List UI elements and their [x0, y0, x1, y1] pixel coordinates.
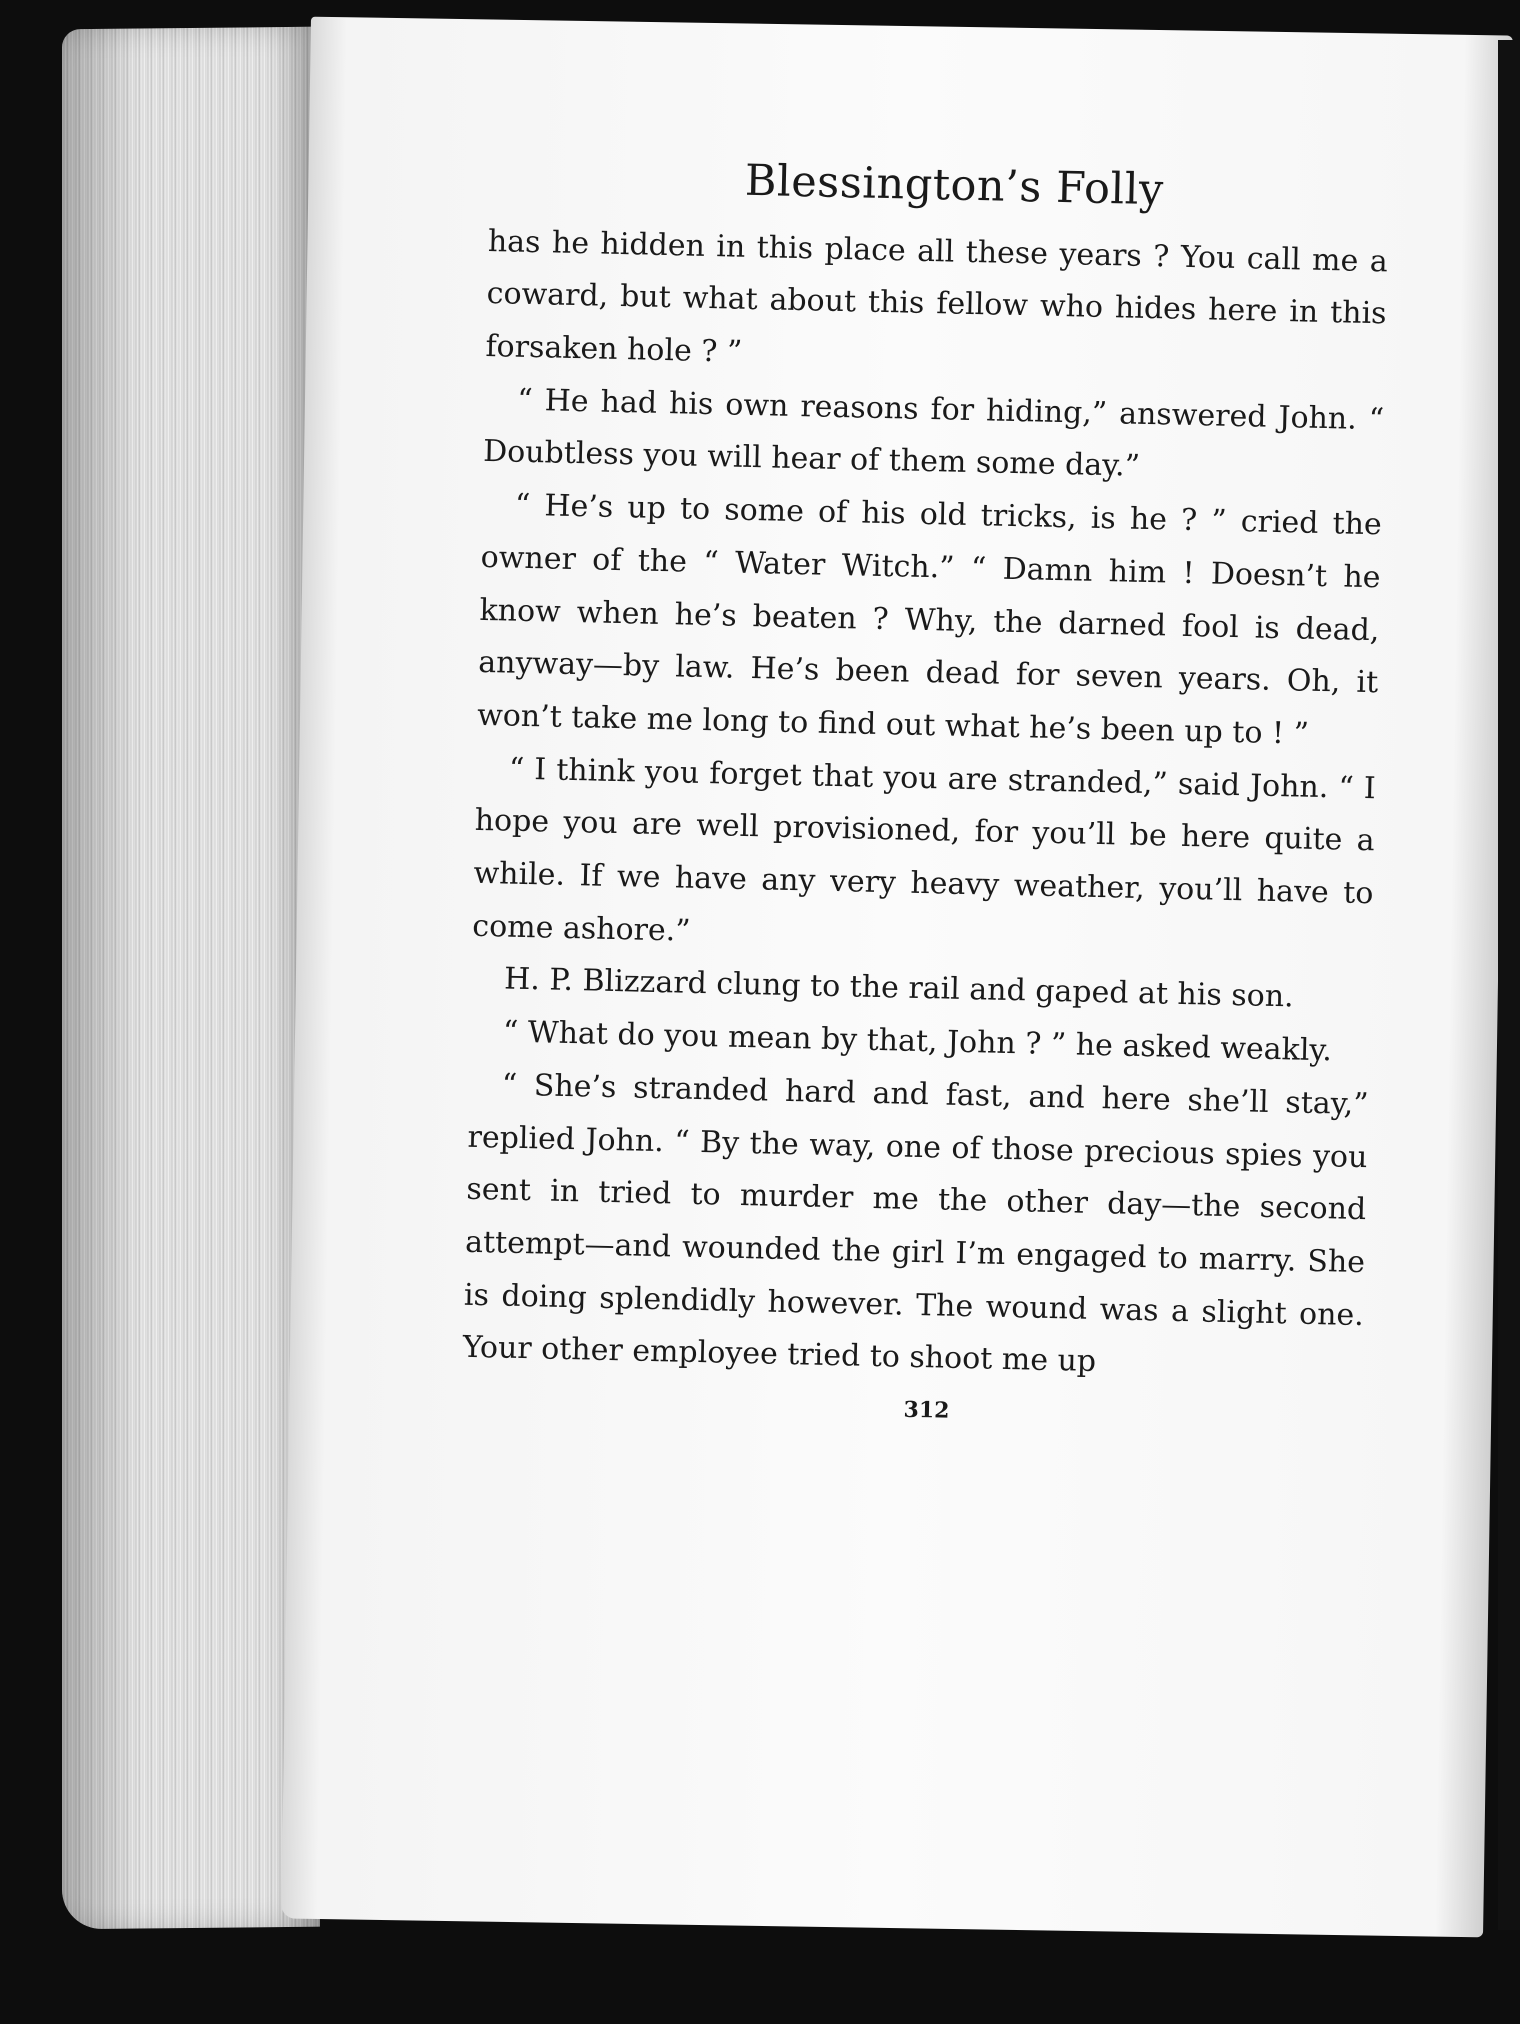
paragraph: “ What do you mean by that, John ? ” he asked weakly. — [502, 1014, 1333, 1069]
paragraph: “ He had his own reasons for hiding,” answered John. “ Doubtless you will hear of them some day.” — [482, 382, 1385, 485]
running-head: Blessington’s Folly — [744, 155, 1165, 216]
paragraph: has he hidden in this place all these years ? You call me a coward, but what about this fellow who hides here in this forsaken hole ? ” — [485, 223, 1389, 370]
paragraph: “ She’s stranded hard and fast, and here she’ll stay,” replied John. “ By the way, one of those precious spies you sent in tried to murder me the other day—the second attempt—and wounded the girl I’m engaged to marry. She is doing splendidly however. The wound was a slight one. Your other employee tried to shoot me up — [462, 1067, 1369, 1380]
page-edges-shadow — [62, 27, 320, 1930]
body-text — [462, 216, 1388, 1396]
paragraph: “ He’s up to some of his old tricks, is he ? ” cried the owner of the “ Water Witch.” “ Damn him ! Doesn’t he know when he’s beaten ? Why, the darned fool is dead, anyway—by law. He’s been dead for seven years. Oh, it won’t take me long to find out what he’s been up to ! ” — [476, 487, 1383, 752]
page-text-block — [461, 150, 1389, 1433]
page-number: 312 — [903, 1396, 950, 1424]
paragraph: H. P. Blizzard clung to the rail and gaped at his son. — [503, 961, 1295, 1015]
scan-border — [1498, 40, 1520, 1930]
paragraph: “ I think you forget that you are stranded,” said John. “ I hope you are well provisioned, for you’ll be here quite a while. If we have any very heavy weather, you’ll have to come ashore.” — [471, 751, 1377, 949]
